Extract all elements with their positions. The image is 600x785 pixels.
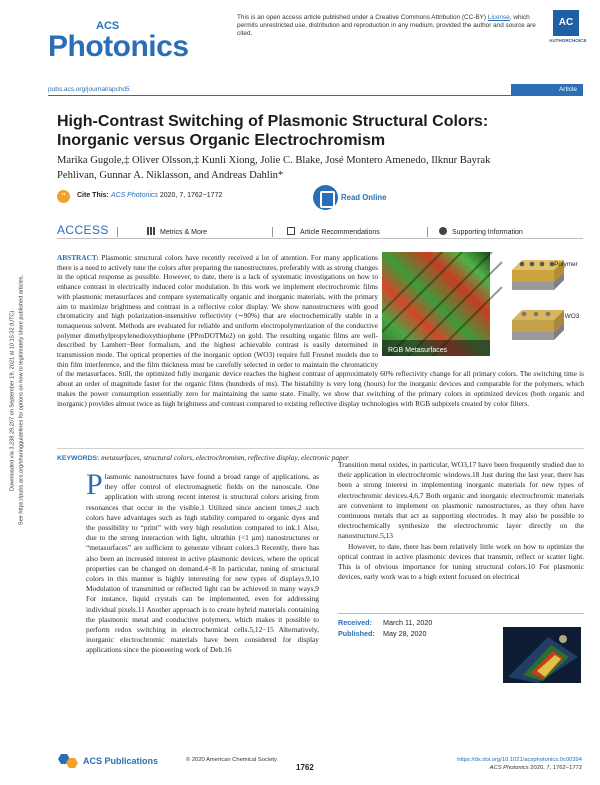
bar-chart-icon [147,227,155,235]
published-date: May 28, 2020 [383,629,427,638]
license-link[interactable]: License [487,14,510,21]
access-bar [57,223,583,239]
body-left-column [86,468,319,656]
wo3-device-graphic [512,310,564,340]
read-online-button[interactable] [313,185,393,211]
recommendations-label: Article Recommendations [300,229,380,236]
cite-journal[interactable]: ACS Photonics [110,192,158,199]
toc-graphic[interactable] [382,252,583,356]
received-date: March 11, 2020 [383,618,433,627]
cite-row [57,190,457,206]
toc-label-wo3: WO3 [564,313,580,320]
document-icon [287,227,295,235]
supporting-info-label: Supporting Information [452,229,523,236]
metrics-link[interactable] [147,227,207,236]
drop-cap: P [86,468,103,501]
abstract-text: Plasmonic structural colors have recently received a lot of attention. For many applications there is a need to actively tune the colors after preparing the nanostructures, preferably with as strong changes in the optical response as possible. However, to date, there is a lack of systematic investigations on how to enhance contrast in electrically induced color modulation. In this work we implement electrochromic films with plasmonic metasurfaces and compare systematically organic and inorganic materials, with the primary aim to maximize brightness and contrast in a reflective color display. We show nanostructures with good chromaticity and high polarization-insensitive reflectivity (∼90%) that are electrochemically stable in a nonaqueous solvent. Methods are evaluated for reliable and uniform electropolymerization of the conductive polymer dimethylpropylenedioxythiophene (PProDOTMe2) on gold. The resulting organic films are well-described by Lambert−Beer formalism, and the highest achievable contrast is easily determined in transmission mode. The optical properties of the inorganic option (WO3) require full Fresnel models due to thin film interference, and the film thickness must be carefully selected in order to maintain the chromaticity of the metasurfaces. Still, the optimized fully inorganic device reaches the highest contrast of approximately 60% reflectivity change for all primary colors. The switching time is about an order of magnitude faster for the organic films (hundreds of ms). The bistability is very long (hours) for the inorganic devices and comparable for the polymers, which makes the power consumption essentially zero for maintaining the same state. Finally, we show that switching of the primary colors in optimized devices (both organic and inorganic) provides almost twice as high brightness and contrast compared to existing reflective display technologies with RGB subpixels created by color filters. [57,253,584,408]
acs-logo-icon [57,752,79,770]
access-separator [272,227,273,237]
publisher-name: ACS Publications [83,756,159,766]
journal-logo-name: Photonics [48,30,189,63]
toc-thumbnail[interactable] [503,627,581,683]
cite-text [77,192,222,199]
footer-volume: 2020, 7, 1762−1772 [528,764,582,771]
published-label: Published: [338,629,375,638]
access-separator [427,227,428,237]
right-paragraph-1: Transition metal oxides, in particular, WO3,17 have been frequently studied due to their application in electrochromic windows.18 Just during the last year, there has been a strong interest in implementing inorganic materials for new types of electrochromic devices.4,6,7 Both organic and inorganic electrochromic materials are convenient to implement on plasmonic nanostructures, as they often have continuous metals that act as supporting electrodes. It may also be possible to electrochemically synthesize the electrochromic layer directly on the nanostructure.5,13 [338,460,584,541]
download-note-line1: Downloaded via 3.238.29.207 on September 19, 2021 at 10:15:32 (UTC). [9,309,16,491]
oa-text-2: , which permits unrestricted use, distribution and reproduction in any medium, provided the author and source are cited. [237,14,536,38]
body-right-column [338,460,584,582]
toc-label-polymer: Polymer [554,261,578,268]
author-list: Marika Gugole,‡ Oliver Olsson,‡ Kunli Xiong, Jolie C. Blake, José Montero Amenedo, Ilknur Bayrak Pehlivan, Gunnar A. Niklasson, and Andreas Dahlin* [57,155,491,181]
journal-logo-acs: ACS [96,20,120,32]
right-paragraph-2: However, to date, there has been relatively little work on how to optimize the optical contrast in active plasmonic devices that transmit, reflect or scatter light. This is of obvious importance for tuning structural colors.10 For plasmonic devices, early work was to a high extent focused on electrical [338,541,584,582]
supporting-info-link[interactable] [439,227,523,236]
access-separator [117,227,118,237]
author-choice-label: AUTHORCHOICE [549,38,587,43]
journal-url[interactable]: pubs.acs.org/journal/apchd5 [48,86,130,93]
download-note [2,230,24,570]
footer-journal: ACS Photonics [489,764,529,771]
info-circle-icon [439,227,447,235]
publisher-logo[interactable] [57,750,197,772]
read-online-label: Read Online [341,193,387,202]
cite-label: Cite This: [77,192,109,199]
dates-divider [338,613,584,614]
keywords-text: metasurfaces, structural colors, electrochromism, reflective display, electronic paper [101,453,349,462]
header-divider [48,95,583,96]
copyright: © 2020 American Chemical Society [186,757,277,763]
page-number: 1762 [296,763,314,772]
oa-text: This is an open access article published under a Creative Commons Attribution (CC-BY) [237,14,486,21]
access-label: ACCESS [57,223,109,237]
metrics-label: Metrics & More [160,229,208,236]
received-label: Received: [338,618,372,627]
recommendations-link[interactable] [287,227,380,236]
keywords-label: KEYWORDS: [57,455,100,462]
abstract-label: ABSTRACT: [57,253,99,262]
download-note-line2: See https://pubs.acs.org/sharingguidelines for options on how to legitimately share published articles. [18,274,25,526]
article-dates [338,617,478,639]
read-online-icon [313,185,338,210]
author-choice-icon: AC [553,10,579,36]
toc-thumbnail-svg [503,627,581,683]
author-choice-badge[interactable] [549,10,587,54]
intro-paragraph: lasmonic nanostructures have found a broad range of applications, as they offer control of electromagnetic fields on the nanoscale. One application with strong recent interest is structural colors arising from resonances that occur in the visible.1 Utilized since ancient times,2 such colors have advantages such as high stability compared to organic dyes and the possibility to “print” with very high resolution compared to ink.1 Also, due to the strong interaction with light, ultrathin (<1 μm) nanostructures or “metasurfaces” are sufficient to generate vibrant colors.3 Recently, there has also been an increased interest in active plasmonic devices, where the optical properties can be changed on demand.4−8 In particular, tuning of structural colors in this manner is highly interesting for new types of displays.9,10 Modulation of transmitted or reflected light can be achieved in many ways.9 For instance, liquid crystals can be implemented, even for addressing individual pixels.11 Another approach is to create hybrid materials containing the plasmonic metal and conductive polymers, which makes it possible to perform redox switching in electrochemical cells.5,12−15 Alternatively, inorganic electrochromic materials have been considered for display applications since the pioneering work of Deb.16 [86,472,319,655]
article-title: High-Contrast Switching of Plasmonic Structural Colors: Inorganic versus Organic Electrochromism [57,113,489,149]
open-access-notice [237,14,537,39]
toc-graphic-svg [382,252,583,356]
doi-link[interactable]: https://dx.doi.org/10.1021/acsphotonics.0c00394 [457,757,582,763]
cite-volume: 2020, 7, 1762−1772 [157,192,223,199]
abstract-divider [57,448,584,449]
article-type-tag: Article [511,84,583,95]
quote-icon[interactable]: ” [57,190,70,203]
footer-citation [457,757,582,772]
journal-logo[interactable] [48,20,189,74]
toc-label-metasurfaces: RGB Metasurfaces [388,347,448,354]
